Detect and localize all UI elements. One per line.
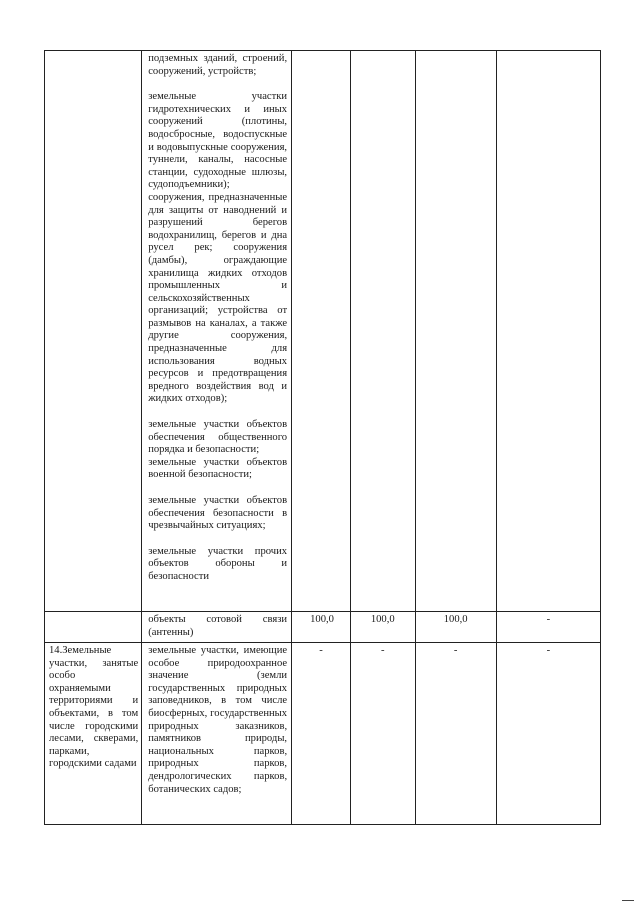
description-paragraph: земельные участки объектов обеспечения безопасности в чрезвычайных ситуациях;: [148, 495, 288, 532]
description-paragraph: земельные участки прочих объектов обороны и безопасности: [148, 545, 288, 582]
value-cell: -: [415, 643, 496, 825]
description-paragraph: объекты сотовой связи (антенны): [148, 614, 288, 638]
value-cell: -: [496, 612, 600, 643]
value-cell: 100,0: [292, 612, 351, 643]
description-paragraph: земельные участки, имеющие особое природоохранное значение (земли государственных природных заповедников, в том числе биосферных, государственных природных заказников, памятников природы, национальных парков, природных парков, дендрологических парков, ботанических садов;: [148, 645, 288, 795]
value-cell: -: [496, 643, 600, 825]
value-cell: -: [350, 643, 415, 825]
description-paragraph: земельные участки объектов военной безопасности;: [148, 456, 288, 481]
description-paragraph: подземных зданий, строений, сооружений, устройств;: [148, 53, 288, 77]
value-cell: -: [292, 643, 351, 825]
margin-mark: [622, 900, 634, 901]
table-row: [45, 612, 601, 643]
tax-rates-table: [44, 50, 601, 825]
value-cell: [415, 51, 496, 612]
category-cell: [45, 51, 142, 612]
value-cell: [292, 51, 351, 612]
description-cell: [142, 51, 292, 612]
table-row: [45, 643, 601, 825]
description-cell: [142, 643, 292, 825]
table-row: [45, 51, 601, 612]
category-cell: 14.Земельные участки, занятые особо охраняемыми территориями и объектами, в том числе городскими лесами, скверами, парками, городскими садами: [45, 643, 142, 825]
value-cell: 100,0: [350, 612, 415, 643]
description-paragraph: сооружения, предназначенные для защиты от наводнений и разрушений берегов водохранилищ, берегов и дна русел рек; сооружения (дамбы), ограждающие хранилища жидких отходов промышленных и сельскохозяйственных организаций; устройства от размывов на каналах, а также другие сооружения, предназначенные для использования водных ресурсов и предотвращения вредного воздействия вод и жидких отходов);: [148, 191, 288, 405]
description-paragraph: земельные участки объектов обеспечения общественного порядка и безопасности;: [148, 419, 288, 456]
value-cell: [350, 51, 415, 612]
category-cell: [45, 612, 142, 643]
value-cell: [496, 51, 600, 612]
value-cell: 100,0: [415, 612, 496, 643]
description-cell: [142, 612, 292, 643]
description-paragraph: земельные участки гидротехнических и иных сооружений (плотины, водосбросные, водоспускные и водовыпускные сооружения, туннели, каналы, насосные станции, судоходные шлюзы, судоподъемники);: [148, 91, 288, 191]
